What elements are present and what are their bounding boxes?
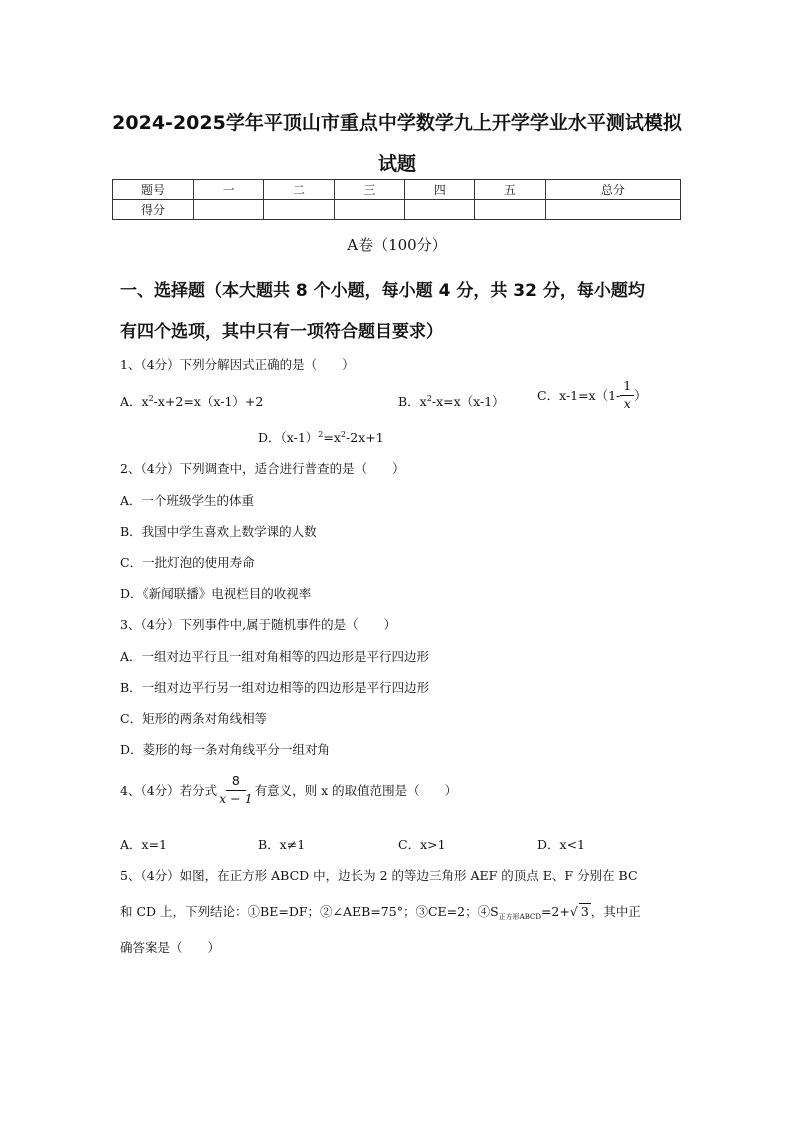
score-entry-cell — [475, 200, 545, 220]
q1-option-c — [537, 380, 647, 410]
q1-c-numerator: 1 — [620, 380, 634, 396]
q5-sqrt-radicand: 3 — [580, 904, 589, 919]
q1-stem: 1、（4分）下列分解因式正确的是（ ） — [120, 357, 355, 372]
q3-option-d: D．菱形的每一条对角线平分一组对角 — [120, 742, 331, 757]
exam-title-line1: 2024-2025学年平顶山市重点中学数学九上开学学业水平测试模拟 — [112, 112, 682, 134]
q4-option-b: B．x≠1 — [258, 837, 306, 852]
q2-option-c: C．一批灯泡的使用寿命 — [120, 555, 255, 570]
q5-subscript: 正方形ABCD — [498, 913, 541, 921]
q1-d-pre: D．（x-1） — [258, 430, 319, 445]
q1-option-b — [398, 392, 505, 410]
q3-option-b: B．一组对边平行另一组对边相等的四边形是平行四边形 — [120, 680, 430, 695]
q5-line2-post: ，其中正 — [590, 904, 641, 919]
sqrt-icon: √ — [569, 904, 578, 919]
score-entry-cell — [334, 200, 404, 220]
score-table-header-row — [113, 180, 681, 200]
q1-a-post: -x+2=x（x-1）+2 — [153, 394, 264, 409]
score-entry-cell — [194, 200, 264, 220]
q1-b-exp: 2 — [426, 393, 432, 403]
score-entry-cell — [264, 200, 334, 220]
q1-d-post: -2x+1 — [346, 430, 384, 445]
q5-stem-line3: 确答案是（ ） — [120, 940, 221, 955]
q2-option-d: D．《新闻联播》电视栏目的收视率 — [120, 586, 312, 601]
score-header-cell: 五 — [475, 180, 545, 200]
q1-c-post: ） — [634, 388, 647, 403]
q4-option-c: C．x>1 — [398, 837, 446, 852]
q2-option-a: A．一个班级学生的体重 — [120, 493, 255, 508]
q4-pre: 4、（4分）若分式 — [120, 783, 218, 798]
q1-b-post: -x=x（x-1） — [431, 394, 505, 409]
q1-d-exp: 2 — [318, 429, 324, 439]
q1-c-pre: C．x-1=x（1- — [537, 388, 621, 403]
q1-d-exp2: 2 — [340, 429, 346, 439]
q4-fraction — [219, 775, 252, 805]
q4-numerator: 8 — [226, 775, 246, 791]
q4-post: 有意义，则 x 的取值范围是（ ） — [254, 783, 458, 798]
q1-a-exp: 2 — [148, 393, 154, 403]
q5-line2-pre: 和 CD 上，下列结论：①BE=DF；②∠AEB=75°；③CE=2；④S — [120, 904, 499, 919]
score-header-cell: 二 — [264, 180, 334, 200]
score-header-cell: 一 — [194, 180, 264, 200]
score-table-score-row — [113, 200, 681, 220]
q2-option-b: B．我国中学生喜欢上数学课的人数 — [120, 524, 317, 539]
q1-d-mid: =x — [323, 430, 341, 445]
q1-a-pre: A．x — [120, 394, 149, 409]
q5-stem-line2 — [120, 902, 641, 920]
q3-option-a: A．一组对边平行且一组对角相等的四边形是平行四边形 — [120, 649, 430, 664]
q1-c-fraction — [620, 380, 634, 410]
q5-stem-line1: 5、（4分）如图，在正方形 ABCD 中，边长为 2 的等边三角形 AEF 的顶点 E、F 分别在 BC — [120, 868, 638, 883]
score-row-label: 得分 — [113, 200, 194, 220]
score-entry-cell — [405, 200, 475, 220]
q3-option-c: C．矩形的两条对角线相等 — [120, 711, 268, 726]
score-entry-cell — [545, 200, 680, 220]
section1-heading-line2: 有四个选项，其中只有一项符合题目要求） — [120, 322, 443, 342]
score-header-cell: 总分 — [545, 180, 680, 200]
q1-b-pre: B．x — [398, 394, 427, 409]
q5-line2-mid: =2+ — [540, 904, 570, 919]
section1-heading-line1: 一、选择题（本大题共 8 个小题，每小题 4 分，共 32 分，每小题均 — [120, 281, 645, 301]
q1-option-d — [258, 428, 384, 446]
q4-denominator: x − 1 — [219, 790, 253, 806]
score-header-cell: 三 — [334, 180, 404, 200]
q4-option-d: D．x<1 — [537, 837, 585, 852]
q4-option-a: A．x=1 — [120, 837, 168, 852]
volume-a-heading: A卷（100分） — [347, 236, 447, 254]
score-header-cell: 四 — [405, 180, 475, 200]
q4-stem — [120, 775, 457, 805]
exam-title-line2: 试题 — [377, 153, 416, 175]
q1-option-a — [120, 392, 263, 410]
q2-stem: 2、（4分）下列调查中，适合进行普查的是（ ） — [120, 461, 405, 476]
q3-stem: 3、（4分）下列事件中,属于随机事件的是（ ） — [120, 617, 397, 632]
q1-c-denominator: x — [623, 395, 631, 411]
score-header-cell: 题号 — [113, 180, 194, 200]
score-table — [112, 179, 681, 220]
